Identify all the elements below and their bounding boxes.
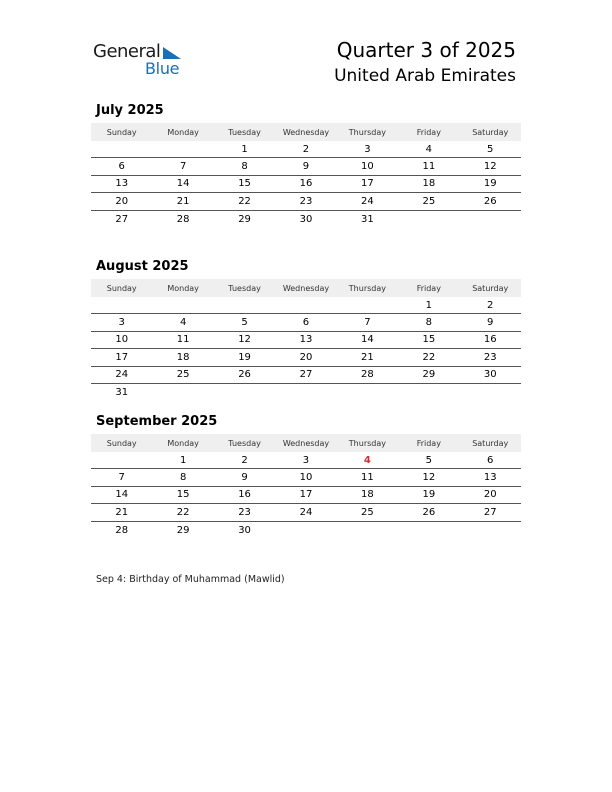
day-cell: 14 (115, 489, 129, 501)
day-cell: 16 (299, 178, 313, 190)
day-cell: 5 (241, 317, 248, 329)
holiday-day-cell: 4 (363, 454, 371, 466)
day-cell: 20 (483, 489, 497, 501)
day-cell: 28 (361, 369, 374, 381)
day-cell: 19 (238, 351, 251, 363)
week-row (91, 193, 521, 210)
day-cell: 4 (425, 143, 432, 155)
day-cell: 27 (115, 213, 129, 225)
day-cell: 3 (364, 143, 371, 155)
week-row (91, 211, 521, 228)
holiday-note: Sep 4: Birthday of Muhammad (Mawlid) (96, 574, 285, 585)
week-row (91, 332, 521, 349)
weekday-header (91, 123, 521, 141)
week-row (91, 176, 521, 193)
day-cell: 26 (422, 506, 436, 518)
weekday-label: Friday (416, 283, 441, 293)
day-cell: 31 (115, 387, 129, 399)
logo-blue-text: Blue (145, 59, 180, 78)
day-cell: 22 (176, 506, 190, 518)
day-cell: 8 (179, 472, 187, 484)
day-cell: 1 (425, 299, 432, 311)
week-row (91, 141, 521, 158)
week-row (91, 314, 521, 331)
day-cell: 10 (299, 472, 313, 484)
day-cell: 5 (487, 143, 494, 155)
day-cell: 30 (483, 369, 497, 381)
day-cell: 23 (299, 195, 313, 207)
week-row (91, 487, 521, 504)
day-cell: 13 (483, 472, 497, 484)
weekday-label: Tuesday (228, 127, 261, 137)
weekday-label: Wednesday (282, 283, 330, 293)
day-cell: 12 (483, 161, 497, 173)
day-cell: 30 (238, 524, 251, 536)
day-cell: 27 (483, 506, 497, 518)
day-cell: 7 (118, 472, 125, 484)
day-cell: 11 (422, 161, 436, 173)
day-cell: 29 (176, 524, 190, 536)
day-cell: 7 (179, 161, 187, 173)
month-title: August 2025 (96, 259, 189, 274)
week-row (91, 158, 521, 175)
day-cell: 2 (487, 299, 494, 311)
day-cell: 10 (115, 334, 129, 346)
weekday-label: Monday (167, 127, 199, 137)
month-title: September 2025 (96, 414, 218, 429)
day-cell: 22 (238, 195, 251, 207)
page-subtitle: United Arab Emirates (334, 66, 516, 86)
day-cell: 16 (483, 334, 497, 346)
day-cell: 26 (238, 369, 251, 381)
month-calendar (91, 259, 521, 401)
week-row (91, 367, 521, 384)
day-cell: 26 (483, 195, 497, 207)
day-cell: 23 (238, 506, 251, 518)
day-cell: 6 (487, 454, 494, 466)
day-cell: 21 (176, 195, 190, 207)
day-cell: 24 (299, 506, 313, 518)
day-cell: 14 (361, 334, 374, 346)
day-cell: 28 (115, 524, 129, 536)
page-title: Quarter 3 of 2025 (336, 38, 516, 62)
week-row (91, 297, 521, 314)
weekday-label: Friday (416, 438, 441, 448)
day-cell: 9 (302, 161, 310, 173)
day-cell: 25 (176, 369, 190, 381)
weekday-label: Thursday (348, 283, 386, 293)
day-cell: 8 (241, 161, 248, 173)
day-cell: 25 (361, 506, 374, 518)
day-cell: 4 (179, 317, 187, 329)
day-cell: 24 (361, 195, 374, 207)
day-cell: 17 (115, 351, 129, 363)
week-row (91, 504, 521, 521)
day-cell: 30 (299, 213, 313, 225)
day-cell: 17 (361, 178, 374, 190)
week-row (91, 384, 521, 401)
weekday-label: Saturday (472, 283, 509, 293)
week-row (91, 452, 521, 469)
day-cell: 13 (299, 334, 313, 346)
day-cell: 3 (118, 317, 125, 329)
day-cell: 22 (422, 351, 436, 363)
day-cell: 25 (422, 195, 436, 207)
day-cell: 15 (422, 334, 436, 346)
day-cell: 16 (238, 489, 251, 501)
day-cell: 29 (238, 213, 251, 225)
week-row (91, 469, 521, 486)
day-cell: 3 (302, 454, 310, 466)
day-cell: 18 (176, 351, 190, 363)
month-title: July 2025 (96, 103, 164, 118)
logo-general-text: General (93, 41, 161, 62)
weekday-label: Sunday (106, 283, 137, 293)
day-cell: 27 (299, 369, 313, 381)
weekday-label: Wednesday (282, 127, 330, 137)
weekday-label: Sunday (106, 127, 137, 137)
day-cell: 19 (422, 489, 436, 501)
weekday-label: Sunday (106, 438, 137, 448)
day-cell: 19 (483, 178, 497, 190)
day-cell: 2 (241, 454, 248, 466)
day-cell: 11 (361, 472, 374, 484)
day-cell: 6 (302, 317, 310, 329)
day-cell: 2 (302, 143, 310, 155)
day-cell: 29 (422, 369, 436, 381)
day-cell: 18 (422, 178, 436, 190)
day-cell: 8 (425, 317, 432, 329)
day-cell: 20 (115, 195, 129, 207)
weekday-label: Saturday (472, 127, 509, 137)
weekday-label: Wednesday (282, 438, 330, 448)
day-cell: 31 (361, 213, 374, 225)
weekday-label: Tuesday (228, 283, 261, 293)
day-cell: 14 (176, 178, 190, 190)
day-cell: 9 (487, 317, 494, 329)
weekday-label: Thursday (348, 127, 386, 137)
day-cell: 20 (299, 351, 313, 363)
day-cell: 21 (361, 351, 374, 363)
day-cell: 1 (241, 143, 248, 155)
weekday-header (91, 434, 521, 452)
week-row (91, 522, 521, 539)
day-cell: 7 (364, 317, 371, 329)
weekday-label: Tuesday (228, 438, 261, 448)
day-cell: 21 (115, 506, 129, 518)
day-cell: 6 (118, 161, 125, 173)
day-cell: 18 (361, 489, 374, 501)
day-cell: 13 (115, 178, 129, 190)
day-cell: 24 (115, 369, 129, 381)
day-cell: 10 (361, 161, 374, 173)
day-cell: 12 (238, 334, 251, 346)
weekday-label: Monday (167, 438, 199, 448)
weekday-label: Friday (416, 127, 441, 137)
logo (93, 41, 193, 81)
day-cell: 5 (425, 454, 432, 466)
day-cell: 11 (176, 334, 190, 346)
weekday-header (91, 279, 521, 297)
day-cell: 23 (483, 351, 497, 363)
day-cell: 1 (179, 454, 187, 466)
day-cell: 28 (176, 213, 190, 225)
weekday-label: Saturday (472, 438, 509, 448)
week-row (91, 349, 521, 366)
day-cell: 15 (176, 489, 190, 501)
weekday-label: Thursday (348, 438, 386, 448)
weekday-label: Monday (167, 283, 199, 293)
month-calendar (91, 103, 521, 228)
day-cell: 15 (238, 178, 251, 190)
day-cell: 9 (241, 472, 248, 484)
day-cell: 12 (422, 472, 436, 484)
day-cell: 17 (299, 489, 313, 501)
month-calendar (91, 414, 521, 539)
